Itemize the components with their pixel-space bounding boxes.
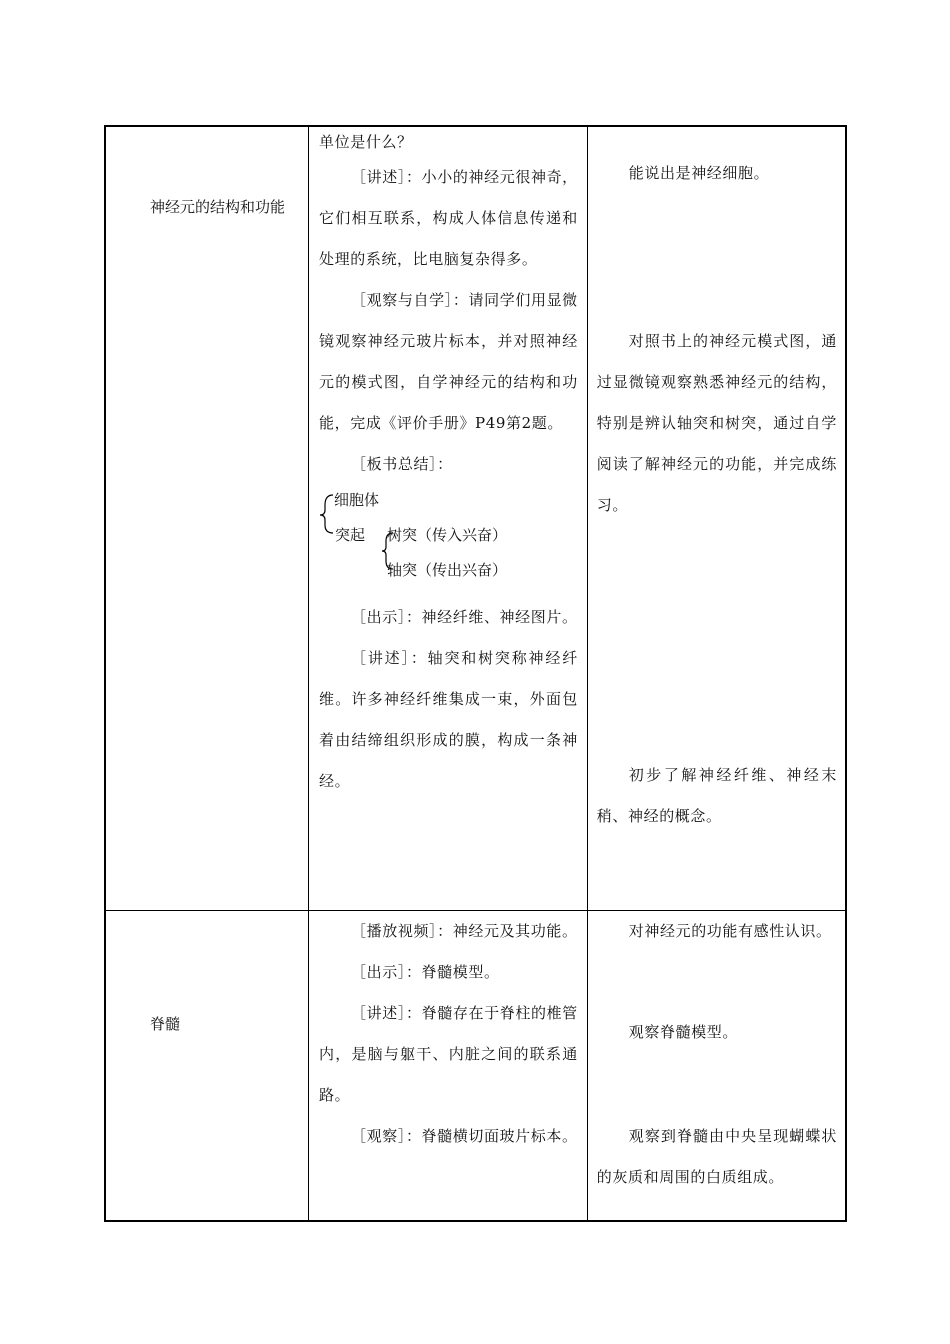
topic-cell xyxy=(105,126,309,911)
summary-cell-body: 细胞体 xyxy=(334,491,380,509)
student-text: 观察脊髓模型。 xyxy=(628,1023,738,1041)
board-summary-diagram xyxy=(319,485,578,597)
summary-axon: 轴突（传出兴奋） xyxy=(387,561,508,579)
student-text: 初步了解神经纤维、神经末稍、神经的概念。 xyxy=(596,766,837,825)
teacher-activity-cell xyxy=(309,911,588,1222)
topic-label: 神经元的结构和功能 xyxy=(150,198,286,216)
table-row xyxy=(105,126,846,911)
topic-label: 脊髓 xyxy=(150,1015,181,1033)
student-activity-cell xyxy=(587,126,846,911)
teacher-text: ［播放视频］：神经元及其功能。 xyxy=(351,922,578,940)
student-text: 能说出是神经细胞。 xyxy=(628,164,770,182)
teacher-text: ［观察与自学］：请同学们用显微镜观察神经元玻片标本，并对照神经元的模式图，自学神经元的结构和功能，完成《评价手册》P49第2题。 xyxy=(319,291,578,432)
teacher-text: ［出示］：脊髓模型。 xyxy=(351,963,500,981)
teacher-text: 单位是什么？ xyxy=(319,133,413,151)
student-text: 对神经元的功能有感性认识。 xyxy=(628,922,832,940)
topic-cell xyxy=(105,911,309,1222)
teacher-text: ［板书总结］： xyxy=(351,455,453,473)
teacher-text: ［观察］：脊髓横切面玻片标本。 xyxy=(351,1127,578,1145)
teacher-activity-cell xyxy=(309,126,588,911)
teacher-text: ［讲述］：脊髓存在于脊柱的椎管内，是脑与躯干、内脏之间的联系通路。 xyxy=(319,1004,578,1104)
student-activity-cell xyxy=(587,911,846,1222)
teacher-text: ［出示］：神经纤维、神经图片。 xyxy=(351,608,578,626)
summary-dendrite: 树突（传入兴奋） xyxy=(387,526,508,544)
student-text: 观察到脊髓由中央呈现蝴蝶状的灰质和周围的白质组成。 xyxy=(596,1127,837,1186)
table-row xyxy=(105,911,846,1222)
teacher-text: ［讲述］：轴突和树突称神经纤维。许多神经纤维集成一束，外面包着由结缔组织形成的膜，构成一条神经。 xyxy=(319,649,578,790)
teacher-text: ［讲述］：小小的神经元很神奇，它们相互联系，构成人体信息传递和处理的系统，比电脑复杂得多。 xyxy=(319,168,578,268)
lesson-plan-table xyxy=(104,125,847,1222)
student-text: 对照书上的神经元模式图，通过显微镜观察熟悉神经元的结构，特别是辨认轴突和树突，通过自学阅读了解神经元的功能，并完成练习。 xyxy=(596,332,837,514)
summary-process: 突起 xyxy=(335,526,366,544)
